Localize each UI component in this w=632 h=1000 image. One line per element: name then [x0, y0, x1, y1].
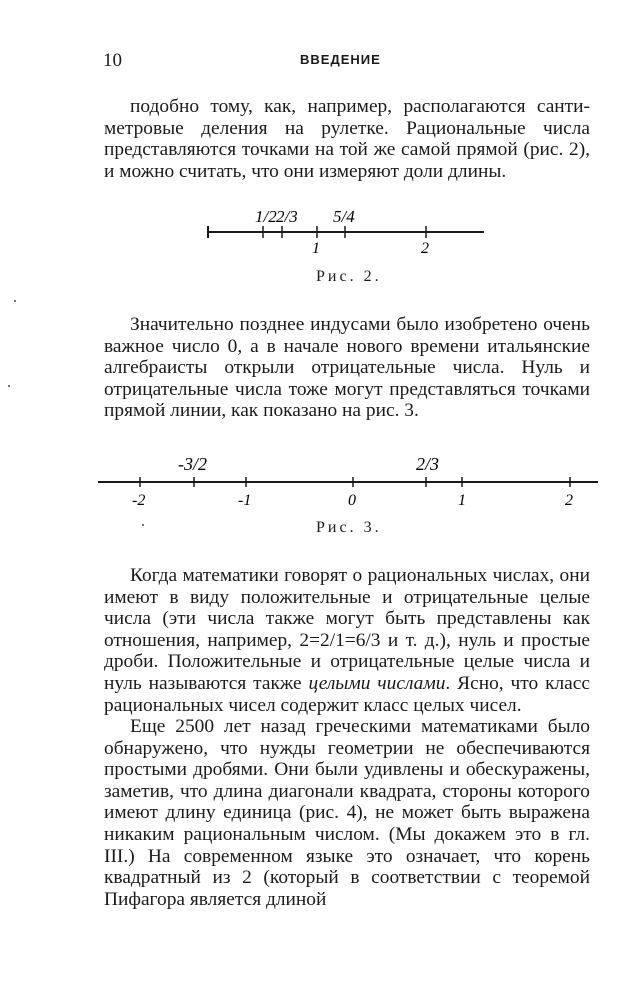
paragraph-2: [104, 314, 590, 422]
paragraph-3: [104, 565, 590, 716]
scan-speck: [142, 524, 144, 526]
label-neg-three-halves: -3/2: [178, 454, 207, 474]
paragraph-3-text-b: . Ясно, что класс рациональных чисел содержит класс целых чисел.: [104, 672, 590, 716]
label-neg1: -1: [238, 492, 252, 509]
figure-3-number-line: [0, 445, 632, 515]
label-half: 1/2: [255, 207, 277, 226]
scan-speck: [14, 300, 16, 302]
running-title: ВВЕДЕНИЕ: [300, 52, 381, 67]
label-neg2: -2: [132, 492, 146, 509]
figure-3-caption: Рис. 3.: [316, 519, 382, 536]
figure-2-caption: Рис. 2.: [316, 268, 382, 285]
label-1: 1: [312, 240, 320, 257]
paragraph-4-text: Еще 2500 лет назад греческими математиками было обнаружено, что нужды геометрии не обеспечиваются простыми дробями. Они были удивлены и обескуражены, заметив, что длина диагонали квадрата, стороны которого имеют длину единица (рис. 4), не может быть выражена никаким рациональным числом. (Мы докажем это в гл. III.) На современном языке это означает, что корень квадратный из 2 (который в соответствии с теоремой Пифагора является длиной: [104, 716, 590, 910]
paragraph-1: [104, 96, 590, 182]
label-two-thirds: 2/3: [276, 207, 298, 226]
label-two-thirds: 2/3: [416, 454, 440, 474]
paragraph-3-emphasis: целыми числами: [308, 672, 446, 694]
label-0: 0: [348, 492, 356, 509]
paragraph-2-text: Значительно позднее индусами было изобретено очень важное число 0, а в начале нового времени итальянские алгебраисты открыли отрицательные числа. Нуль и отрицательные числа тоже могут представляться точками прямой линии, как показано на рис. 3.: [104, 314, 590, 422]
label-2: 2: [421, 240, 429, 257]
label-2: 2: [565, 492, 573, 509]
paragraph-3-text-a: Когда математики говорят о рациональных числах, они имеют в виду положительные и отрицательные целые числа (эти числа также могут быть представлены как отношения, например, 2=2/1=6/3 и т. д.), нуль и простые дроби. Положительные и отрицательные целые числа и нуль называются также: [104, 565, 590, 694]
scan-speck: [8, 385, 10, 387]
figure-2-number-line: [0, 195, 632, 265]
page-number: 10: [103, 50, 122, 71]
paragraph-4: [104, 716, 590, 910]
label-five-fourths: 5/4: [333, 207, 355, 226]
paragraph-1-text: подобно тому, как, например, располагаются сантиметровые деления на рулетке. Рациональные числа представляются точками на той же самой прямой (рис. 2), и можно считать, что они измеряют доли длины.: [104, 96, 590, 182]
label-1: 1: [458, 492, 466, 509]
